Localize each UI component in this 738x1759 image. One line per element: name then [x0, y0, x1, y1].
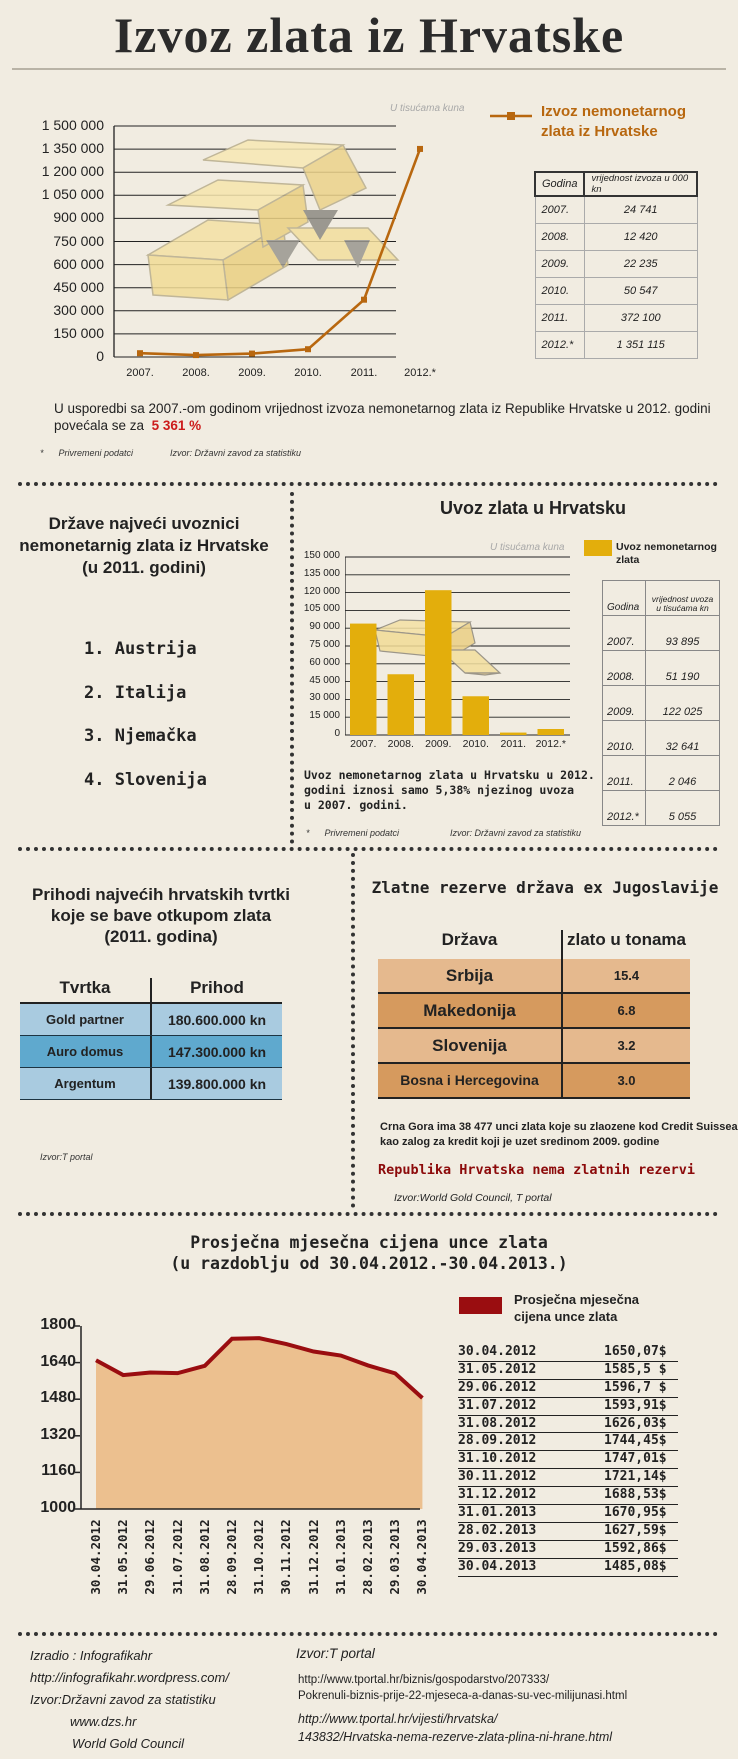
revenue-heading-line1: Prihodi najvećih hrvatskih tvrtki: [32, 885, 290, 904]
y-tick-label: 105 000: [303, 603, 340, 615]
x-tick-label: 31.01.2013: [332, 1519, 348, 1595]
revenue-company: Argentum: [20, 1068, 152, 1099]
price-date: 31.10.2012: [458, 1451, 537, 1467]
footer-tportal-label: Izvor:T portal: [296, 1646, 375, 1661]
y-tick-label: 600 000: [53, 255, 104, 272]
x-tick-label: 28.02.2013: [360, 1519, 375, 1595]
price-value: 1593,91$: [604, 1397, 667, 1413]
x-tick-label: 30.04.2012: [88, 1519, 103, 1595]
price-value: 1485,08$: [604, 1558, 667, 1574]
x-tick-label: 2008.: [387, 738, 414, 750]
export-legend-label: [541, 102, 686, 142]
reserves-header-country: Država: [378, 930, 563, 959]
table-row: [603, 756, 720, 791]
table-cell: 2 046: [646, 756, 720, 791]
export-data-point: [361, 297, 367, 303]
x-tick-label: 2009.: [238, 367, 266, 379]
price-area-fill: [96, 1338, 422, 1509]
vertical-divider: [290, 492, 294, 844]
reserves-country: Makedonija: [378, 994, 563, 1027]
price-value: 1627,59$: [604, 1522, 667, 1538]
reserves-header-tons: zlato u tonama: [566, 930, 686, 949]
import-note: [304, 768, 595, 813]
reserves-country: Slovenija: [378, 1029, 563, 1062]
list-item: [458, 1469, 678, 1487]
table-cell: 12 420: [584, 224, 697, 251]
y-tick-label: 15 000: [309, 710, 340, 722]
reserves-tons: 15.4: [613, 968, 640, 983]
price-date: 30.11.2012: [458, 1469, 537, 1485]
export-summary-highlight: 5 361 %: [151, 418, 202, 433]
import-bar: [388, 674, 415, 735]
price-value: 1744,45$: [604, 1433, 667, 1449]
x-tick-label: 31.08.2012: [196, 1519, 212, 1595]
footer-url2-line2[interactable]: 143832/Hrvatska-nema-rezerve-zlata-plina-ni-hrane.html: [298, 1730, 613, 1744]
y-tick-label: 1000: [40, 1499, 76, 1516]
export-data-point: [305, 346, 311, 352]
price-value: 1596,7 $: [604, 1379, 667, 1395]
y-tick-label: 0: [96, 348, 104, 364]
y-tick-label: 1480: [40, 1389, 76, 1407]
x-tick-label: 31.05.2012: [115, 1519, 131, 1595]
import-bar: [350, 624, 377, 735]
import-bar: [425, 590, 452, 735]
x-tick-label: 2011.: [500, 738, 526, 750]
y-tick-label: 45 000: [309, 674, 340, 686]
import-legend-swatch: [584, 540, 612, 556]
importers-heading-line3: (u 2011. godini): [82, 558, 206, 577]
section-divider: [18, 847, 718, 851]
reserves-table-header: [378, 930, 690, 959]
section-divider: [18, 482, 718, 486]
export-summary: [54, 400, 734, 434]
y-tick-label: 120 000: [303, 585, 340, 597]
revenue-income: 147.300.000 kn: [167, 1043, 267, 1060]
import-table: [602, 580, 720, 826]
x-tick-label: 2008.: [182, 367, 210, 379]
y-tick-label: 90 000: [309, 621, 340, 633]
price-date: 31.12.2012: [458, 1487, 537, 1503]
reserves-heading: Zlatne rezerve država ex Jugoslavije: [371, 878, 719, 897]
y-tick-label: 300 000: [53, 301, 104, 318]
table-cell: 5 055: [646, 791, 720, 826]
y-tick-label: 1800: [40, 1316, 76, 1333]
reserves-tons: 3.0: [617, 1073, 636, 1088]
footer-source-dzs: Izvor:Državni zavod za statistiku: [30, 1692, 216, 1707]
price-date: 28.09.2012: [458, 1433, 537, 1449]
price-heading-line2: (u razdoblju od 30.04.2012.-30.04.2013.): [170, 1254, 568, 1273]
price-date: 28.02.2013: [458, 1522, 537, 1538]
table-row: [535, 278, 697, 305]
price-list: [458, 1344, 678, 1577]
y-tick-label: 1 200 000: [41, 163, 104, 180]
y-tick-label: 900 000: [53, 209, 104, 226]
price-legend-line2: cijena unce zlata: [514, 1309, 618, 1324]
y-tick-label: 0: [334, 728, 340, 739]
revenue-header-company: Tvrtka: [20, 978, 152, 1002]
y-tick-label: 60 000: [309, 656, 340, 668]
price-area-chart: [80, 1320, 430, 1515]
reserves-table: [378, 930, 690, 1099]
price-value: 1585,5 $: [604, 1361, 667, 1377]
price-date: 31.05.2012: [458, 1361, 537, 1377]
x-tick-label: 31.10.2012: [251, 1519, 267, 1595]
import-table-header-value: vrijednost uvoza u tisućama kn: [646, 581, 720, 616]
revenue-table: [20, 978, 282, 1100]
x-tick-label: 30.04.2013: [414, 1519, 430, 1595]
x-tick-label: 2007.: [126, 367, 154, 379]
table-cell: 51 190: [646, 651, 720, 686]
import-bar: [463, 696, 490, 735]
revenue-rows: [20, 1004, 282, 1100]
footer-url1[interactable]: [298, 1672, 627, 1704]
x-tick-label: 2012.*: [404, 367, 436, 379]
revenue-source: Izvor:T portal: [40, 1152, 93, 1162]
y-tick-label: 150 000: [53, 324, 104, 341]
list-item: [458, 1380, 678, 1398]
list-item: [458, 1523, 678, 1541]
x-tick-label: 2009.: [425, 738, 452, 750]
y-tick-label: 75 000: [309, 639, 340, 650]
export-table-header-value: vrijednost izvoza u 000 kn: [584, 172, 697, 196]
price-date: 30.04.2012: [458, 1344, 537, 1359]
list-item: [458, 1344, 678, 1362]
table-cell: 2008.: [535, 224, 584, 251]
footer-wgc: World Gold Council: [72, 1736, 184, 1751]
table-row: [535, 332, 697, 359]
table-row: [603, 791, 720, 826]
table-row: [603, 616, 720, 651]
footer-url2-line1[interactable]: http://www.tportal.hr/vijesti/hrvatska/: [298, 1712, 498, 1726]
y-tick-label: 1 500 000: [41, 117, 104, 133]
reserves-tons: 3.2: [617, 1038, 636, 1053]
price-value: 1688,53$: [604, 1487, 667, 1503]
revenue-heading-line3: (2011. godina): [104, 927, 218, 946]
import-bar-chart: [345, 555, 575, 745]
table-cell: 2010.: [603, 721, 646, 756]
revenue-company: Gold partner: [20, 1004, 152, 1035]
list-item: [458, 1398, 678, 1416]
footer-blog-link[interactable]: http://infografikahr.wordpress.com/: [30, 1670, 229, 1685]
x-tick-label: 2007.: [350, 738, 377, 750]
table-cell: 22 235: [584, 251, 697, 278]
table-row: [20, 1068, 282, 1100]
price-value: 1592,86$: [604, 1540, 667, 1556]
export-line-chart: [108, 110, 438, 375]
importers-list: [84, 628, 207, 802]
price-legend-label: [514, 1291, 639, 1325]
export-table-header-year: Godina: [535, 172, 584, 196]
reserves-note-line2: kao zalog za kredit koji je uzet sredinom 2009. godine: [380, 1136, 660, 1148]
price-date: 31.01.2013: [458, 1505, 537, 1521]
table-cell: 93 895: [646, 616, 720, 651]
export-legend-swatch: [490, 110, 532, 122]
table-cell: 122 025: [646, 686, 720, 721]
footer-url1-line2[interactable]: Pokrenuli-biznis-prije-22-mjeseca-a-danas-su-vec-milijunasi.html: [298, 1690, 628, 1702]
list-item: [458, 1541, 678, 1559]
table-row: [603, 651, 720, 686]
table-row: [603, 721, 720, 756]
list-item: [458, 1559, 678, 1577]
price-value: 1721,14$: [604, 1469, 667, 1485]
import-legend-line2: zlata: [616, 554, 640, 566]
price-value: 1650,07$: [604, 1344, 667, 1359]
list-item: [458, 1451, 678, 1469]
list-item: 1. Austrija: [84, 639, 197, 659]
footer-made-by: Izradio : Infografikahr: [30, 1648, 153, 1663]
table-cell: 32 641: [646, 721, 720, 756]
table-row: [378, 1064, 690, 1099]
price-date: 30.04.2013: [458, 1558, 537, 1574]
import-footnote: * Privremeni podatci: [306, 828, 400, 838]
x-tick-label: 29.03.2013: [387, 1519, 403, 1595]
export-data-point: [193, 352, 199, 358]
footer-dzs-link[interactable]: www.dzs.hr: [70, 1714, 137, 1729]
table-cell: 372 100: [584, 305, 697, 332]
import-legend-line1: Uvoz nemonetarnog: [616, 541, 717, 553]
reserves-note: [380, 1120, 738, 1150]
table-row: [20, 1004, 282, 1036]
table-cell: 2012.*: [603, 791, 646, 826]
x-tick-label: 2010.: [294, 367, 322, 379]
list-item: [458, 1362, 678, 1380]
y-tick-label: 1160: [41, 1462, 76, 1480]
y-tick-label: 1320: [40, 1425, 76, 1443]
page-title: Izvoz zlata iz Hrvatske: [113, 7, 625, 63]
reserves-source: Izvor:World Gold Council, T portal: [394, 1192, 552, 1204]
gold-bars-illustration: [148, 140, 398, 300]
x-tick-label: 2011.: [350, 367, 378, 379]
table-row: [378, 994, 690, 1029]
price-date: 31.07.2012: [458, 1397, 537, 1413]
footer-url1-line1[interactable]: http://www.tportal.hr/biznis/gospodarstvo/207333/: [298, 1674, 550, 1686]
list-item: [458, 1416, 678, 1434]
revenue-company: Auro domus: [20, 1036, 152, 1067]
table-cell: 24 741: [584, 196, 697, 224]
price-legend-swatch: [459, 1297, 502, 1314]
revenue-income: 139.800.000 kn: [167, 1075, 267, 1092]
export-data-point: [137, 350, 143, 356]
import-source: Izvor: Državni zavod za statistiku: [450, 828, 582, 838]
revenue-income: 180.600.000 kn: [167, 1011, 267, 1028]
footer-url2[interactable]: [298, 1710, 612, 1746]
export-summary-prefix: povećala se za: [54, 418, 145, 433]
table-cell: 2011.: [535, 305, 584, 332]
table-cell: 2008.: [603, 651, 646, 686]
import-table-header-year: Godina: [603, 581, 646, 616]
table-row: [535, 224, 697, 251]
x-tick-label: 2012.*: [535, 738, 566, 750]
y-tick-label: 30 000: [309, 692, 340, 704]
import-unit-label: U tisućama kuna: [490, 542, 565, 553]
y-tick-label: 1 350 000: [41, 140, 104, 157]
x-tick-label: 29.06.2012: [142, 1519, 158, 1595]
table-row: [535, 305, 697, 332]
reserves-country: Srbija: [378, 959, 563, 992]
table-row: [535, 196, 697, 224]
export-legend-line2: zlata iz Hrvatske: [541, 123, 658, 140]
export-legend-line1: Izvoz nemonetarnog: [541, 103, 687, 120]
revenue-heading: [4, 884, 318, 947]
table-row: [603, 686, 720, 721]
price-heading-line1: Prosječna mjesečna cijena unce zlata: [190, 1233, 548, 1252]
table-cell: 2009.: [535, 251, 584, 278]
table-row: [378, 959, 690, 994]
export-summary-line1: U usporedbi sa 2007.-om godinom vrijednost izvoza nemonetarnog zlata iz Republike Hrvatske u 2012. godini: [54, 401, 711, 416]
y-tick-label: 150 000: [303, 550, 340, 561]
import-legend-label: [616, 541, 717, 567]
price-value: 1626,03$: [604, 1415, 667, 1431]
import-note-line1: Uvoz nemonetarnog zlata u Hrvatsku u 2012.: [304, 768, 595, 782]
price-value: 1747,01$: [604, 1451, 667, 1467]
export-data-point: [417, 146, 423, 152]
export-data-point: [249, 351, 255, 357]
revenue-heading-line2: koje se bave otkupom zlata: [50, 906, 272, 925]
table-cell: 2007.: [603, 616, 646, 651]
x-tick-label: 28.09.2012: [224, 1519, 239, 1595]
price-date: 29.06.2012: [458, 1379, 537, 1395]
reserves-tons: 6.8: [617, 1003, 636, 1018]
table-row: [20, 1036, 282, 1068]
import-bar: [500, 733, 527, 735]
list-item: [458, 1433, 678, 1451]
x-tick-label: 30.11.2012: [278, 1519, 294, 1595]
import-note-line3: u 2007. godini.: [304, 798, 408, 812]
reserves-country: Bosna i Hercegovina: [378, 1064, 563, 1097]
table-cell: 2010.: [535, 278, 584, 305]
table-row: [378, 1029, 690, 1064]
table-row: [535, 251, 697, 278]
export-footnote: * Privremeni podatci: [40, 448, 134, 458]
export-source: Izvor: Državni zavod za statistiku: [170, 448, 302, 458]
list-item: 4. Slovenija: [84, 769, 207, 790]
import-bar: [538, 729, 565, 735]
reserves-rows: [378, 959, 690, 1099]
table-cell: 2007.: [535, 196, 584, 224]
x-tick-label: 31.07.2012: [169, 1519, 185, 1595]
export-unit-label: U tisućama kuna: [390, 103, 465, 114]
price-date: 29.03.2013: [458, 1540, 537, 1556]
import-note-line2: godini iznosi samo 5,38% njezinog uvoza: [304, 783, 575, 797]
import-table-header: [603, 581, 720, 616]
price-date: 31.08.2012: [458, 1415, 537, 1431]
reserves-note-line1: Crna Gora ima 38 477 unci zlata koje su zlaozene kod Credit Suissea: [380, 1121, 738, 1133]
table-cell: 2009.: [603, 686, 646, 721]
price-value: 1670,95$: [604, 1505, 667, 1521]
importers-heading-line1: Države najveći uvoznici: [48, 514, 240, 533]
list-item: 3. Njemačka: [84, 726, 197, 746]
table-cell: 2012.*: [535, 332, 584, 359]
table-cell: 2011.: [603, 756, 646, 791]
y-tick-label: 1 050 000: [41, 186, 104, 203]
title-divider: [12, 68, 726, 70]
import-heading: Uvoz zlata u Hrvatsku: [439, 498, 627, 518]
footer-left: [30, 1645, 229, 1755]
list-item: 2. Italija: [84, 682, 187, 703]
revenue-table-header: [20, 978, 282, 1004]
y-tick-label: 135 000: [303, 567, 340, 579]
section-divider: [18, 1632, 718, 1636]
y-tick-label: 750 000: [53, 232, 104, 249]
x-tick-label: 2010.: [462, 738, 489, 750]
list-item: [458, 1505, 678, 1523]
section-divider: [18, 1212, 718, 1216]
price-heading: [0, 1232, 738, 1274]
table-cell: 1 351 115: [584, 332, 697, 359]
revenue-header-income: Prihod: [190, 978, 244, 997]
export-table-header: [535, 172, 697, 196]
y-tick-label: 450 000: [53, 278, 104, 295]
y-tick-label: 1640: [40, 1352, 76, 1370]
export-table: [534, 171, 698, 359]
x-tick-label: 31.12.2012: [305, 1519, 321, 1595]
importers-heading: [4, 513, 284, 579]
list-item: [458, 1487, 678, 1505]
export-summary-line2: [54, 417, 734, 434]
vertical-divider: [351, 853, 355, 1208]
price-legend-line1: Prosječna mjesečna: [514, 1292, 640, 1307]
table-cell: 50 547: [584, 278, 697, 305]
reserves-highlight: Republika Hrvatska nema zlatnih rezervi: [378, 1162, 695, 1178]
importers-heading-line2: nemonetarnig zlata iz Hrvatske: [19, 536, 269, 555]
